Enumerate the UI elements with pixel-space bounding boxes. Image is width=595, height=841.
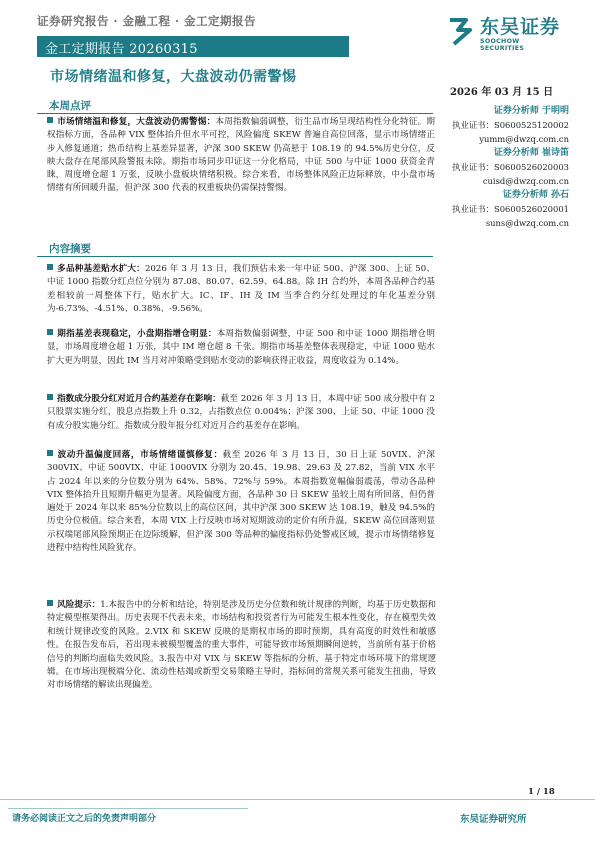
content-item bbox=[47, 328, 435, 368]
bullet-square-icon bbox=[47, 394, 53, 400]
content-item-lead: 期指基差表现稳定，小盘期指增仓明显： bbox=[57, 329, 217, 339]
divider bbox=[37, 256, 433, 257]
bullet-square-icon bbox=[47, 117, 53, 123]
content-item-body: 本周指数偏弱调整，中证 500 和中证 1000 期指增仓明显，市场周度增仓超 1 万张，其中 IM 增仓超 8 千张。期指市场基差整体表现稳定，中证 1000 贴水扩大更为明显，因此 IM 当月对冲策略受到贴水变动的影响获得正收益，周度收益为 0.14%。 bbox=[47, 329, 435, 366]
bullet-square-icon bbox=[47, 450, 53, 456]
content-item-lead: 多品种基差贴水扩大： bbox=[57, 264, 145, 274]
content-item-lead: 指数成分股分红对近月合约基差存在影响： bbox=[57, 394, 221, 404]
bullet-square-icon bbox=[47, 264, 53, 270]
content-item-lead: 波动升温偏度回落，市场情绪谨慎修复： bbox=[57, 450, 223, 460]
summary-heading: 本周点评 bbox=[49, 100, 91, 112]
logo-text-en: SOOCHOW SECURITIES bbox=[480, 38, 525, 52]
content-item-body: 2026 年 3 月 13 日，我们预估未来一年中证 500、沪深 300、上证 50、中证 1000 指数分红点位分别为 87.08、80.07、62.59、64.88。除 IH 合约外，本周各品种合约基差相较前一周整体下行，贴水扩大。IC、IF、IH 及 IM 当季合约分红处理过的年化基差分别为-6.73%、-4.51%、0.38%、-9.56%。 bbox=[47, 264, 435, 314]
analyst-name: 证券分析师 孙石 bbox=[502, 190, 569, 200]
analyst-name: 证券分析师 崔诗笛 bbox=[493, 148, 569, 158]
analyst-cert: 执业证书：S0600526020003 bbox=[452, 162, 569, 172]
content-item bbox=[47, 263, 435, 316]
analyst-cert: 执业证书：S0600525120002 bbox=[452, 120, 569, 130]
report-type-band: 金工定期报告 20260315 bbox=[37, 36, 349, 57]
content-heading: 内容摘要 bbox=[49, 243, 91, 255]
bullet-square-icon bbox=[47, 600, 53, 606]
content-item-body: 截至 2026 年 3 月 13 日，本周中证 500 成分股中有 2 只股票实施分红，股息点指数上升 0.32，占指数点位 0.004%；沪深 300、上证 50、中证 1000 没有成分股实施分红。指数成分股年报分红对近月合约基差存在影响。 bbox=[47, 394, 435, 431]
analyst-email[interactable]: suns@dwzq.com.cn bbox=[485, 218, 569, 228]
breadcrumb: 证券研究报告 · 金融工程 · 金工定期报告 bbox=[37, 14, 257, 28]
brand-logo bbox=[446, 11, 562, 55]
analyst-entry bbox=[445, 104, 575, 146]
bullet-square-icon bbox=[47, 329, 53, 335]
report-date: 2026 年 03 月 15 日 bbox=[450, 87, 554, 98]
analyst-email[interactable]: cuisd@dwzq.com.cn bbox=[482, 176, 569, 186]
analyst-entry bbox=[445, 188, 575, 230]
disclaimer-link[interactable]: 请务必阅读正文之后的免责声明部分 bbox=[8, 808, 248, 824]
page-number: 1 / 18 bbox=[528, 787, 555, 797]
analyst-panel bbox=[445, 104, 575, 230]
risk-warning bbox=[47, 599, 436, 693]
risk-lead: 风险提示： bbox=[57, 600, 101, 610]
divider bbox=[37, 113, 433, 114]
content-item bbox=[47, 449, 435, 555]
summary-body: 本周指数偏弱调整，衍生品市场呈现结构性分化特征。期权指标方面，各品种 VIX 整体抬升但水平可控，风险偏度 SKEW 普遍自高位回落，显示市场情绪正步入修复通道；热币结构上基差异显著，沪深 300 SKEW 仍高悬于 108.19 的 94.5%历史分位，反映大盘存在尾部风险警报未除。期指市场同步印证这一分化格局，中证 500 与中证 1000 获资金青睐，周度增仓超 1 万张，反映小盘板块情绪积极。综合来看，市场整体风险正边际释放，中小盘市场情绪有所回暖升温，但沪深 300 代表的权重板块仍需保持警惕。 bbox=[47, 117, 435, 194]
summary-paragraph bbox=[47, 116, 435, 196]
risk-body: 1.本报告中的分析和结论，特别是涉及历史分位数和统计规律的判断，均基于历史数据和特定模型框架得出。历史表现不代表未来，市场结构和投资者行为可能发生根本性变化，存在模型失效和统计规律改变的风险。2.VIX 和 SKEW 反映的是期权市场的即时预期，具有高度的时效性和敏感性。在报告发布后，若出现未被模型覆盖的重大事件，可能导致市场预期瞬间逆转，当前所有基于价格信号的判断均面临失效风险。3.报告中对 VIX 与 SKEW 等指标的分析，基于特定市场环境下的常规逻辑。在市场出现极端分化、流动性枯竭或新型交易策略主导时，指标间的常规关系可能发生扭曲，导致对市场情绪的解读出现偏差。 bbox=[47, 600, 436, 691]
footer-divider bbox=[0, 799, 595, 800]
brand-logo-icon bbox=[446, 14, 476, 46]
content-item-body: 截至 2026 年 3 月 13 日，30 日上证 50VIX、沪深 300VIX、中证 500VIX、中证 1000VIX 分别为 20.45、19.98、29.63 及 27.82，当前 VIX 水平占 2024 年以来的分位数分别为 64%、58%、72%与 59%。本周指数宽幅偏弱震荡，带动各品种 VIX 整体抬升且短期升幅更为显著。风险偏度方面，各品种 30 日 SKEW 虽较上周有所回落，但仍普遍处于 2024 年以来 85%分位数以上的高位区间，其中沪深 300 SKEW 达 108.19，触及 94.5%的历史分位极值。综合来看，本周 VIX 上行反映市场对短期波动的定价有所升温，SKEW 高位回落则显示权端尾部风险预期正在边际缓解，但沪深 300 等品种的偏度指标仍处警戒区域，提示市场情绪修复进程中结构性风险犹存。 bbox=[47, 450, 435, 554]
content-item bbox=[47, 393, 435, 433]
analyst-email[interactable]: yumm@dwzq.com.cn bbox=[479, 134, 569, 144]
analyst-entry bbox=[445, 146, 575, 188]
page-title: 市场情绪温和修复，大盘波动仍需警惕 bbox=[50, 69, 297, 85]
firm-name: 东吴证券研究所 bbox=[460, 814, 527, 825]
analyst-cert: 执业证书：S0600526020001 bbox=[452, 204, 569, 214]
analyst-name: 证券分析师 于明明 bbox=[493, 106, 569, 116]
summary-lead: 市场情绪温和修复，大盘波动仍需警惕： bbox=[57, 117, 216, 127]
logo-text-cn: 东吴证券 bbox=[480, 16, 561, 38]
